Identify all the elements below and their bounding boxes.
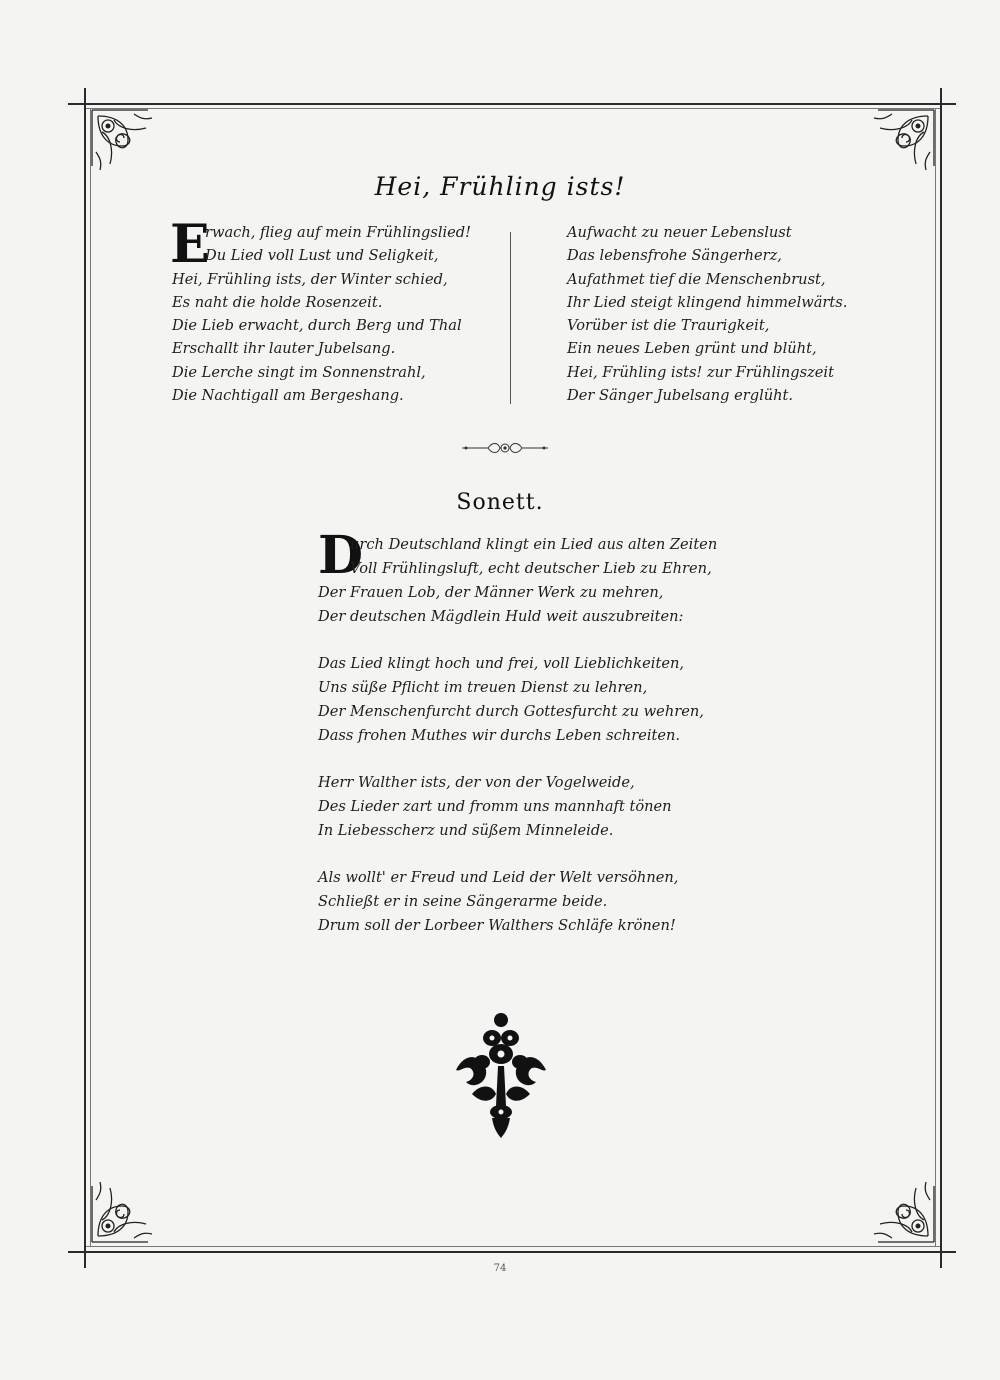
verse-line: Schließt er in seine Sängerarme beide.: [318, 893, 608, 910]
verse-line: Das lebensfrohe Sängerherz,: [567, 247, 782, 265]
frame-top-line: [68, 103, 956, 105]
frame-right-line: [940, 88, 942, 1268]
scroll-divider-icon: [460, 440, 550, 456]
frame-inner-right-line: [935, 108, 936, 1246]
floral-vignette-icon: [452, 1010, 550, 1140]
ornamental-corner-icon: [868, 1176, 938, 1246]
drop-cap-letter: E: [170, 214, 210, 275]
verse-line: Hei, Frühling ists, der Winter schied,: [172, 270, 448, 288]
verse-line: Du Lied voll Lust und Seligkeit,: [205, 247, 439, 265]
verse-line: Es naht die holde Rosenzeit.: [172, 293, 383, 311]
verse-line: Uns süße Pflicht im treuen Dienst zu lehren,: [318, 679, 648, 696]
sonnet-title: Sonett.: [456, 490, 544, 515]
ornamental-corner-icon: [88, 1176, 158, 1246]
frame-inner-top-line: [86, 108, 940, 109]
verse-line: Der deutschen Mägdlein Huld weit auszubreiten:: [318, 608, 684, 625]
verse-line: Hei, Frühling ists! zur Frühlingszeit: [567, 363, 834, 381]
sonnet-body: [318, 533, 717, 938]
stanza-gap: [318, 748, 717, 771]
verse-line: Der Sänger Jubelsang erglüht.: [567, 387, 794, 405]
ornamental-corner-icon: [88, 106, 158, 176]
drop-cap-letter: D: [318, 525, 364, 586]
ornamental-corner-icon: [868, 106, 938, 176]
verse-line: Der Frauen Lob, der Männer Werk zu mehren,: [318, 584, 664, 601]
frame-inner-left-line: [90, 108, 91, 1246]
verse-line: Ein neues Leben grünt und blüht,: [567, 340, 817, 358]
stanza-gap: [318, 629, 717, 652]
verse-line: Aufwacht zu neuer Lebenslust: [567, 224, 792, 241]
verse-line: Die Nachtigall am Bergeshang.: [172, 387, 404, 405]
frame-left-line: [84, 88, 86, 1268]
verse-line: In Liebesscherz und süßem Minneleide.: [318, 822, 614, 839]
verse-line: Der Menschenfurcht durch Gottesfurcht zu wehren,: [318, 703, 704, 720]
verse-line: rwach, flieg auf mein Frühlingslied!: [205, 224, 472, 241]
page-number: 74: [493, 1263, 507, 1274]
verse-line: Aufathmet tief die Menschenbrust,: [567, 270, 826, 288]
verse-line: Voll Frühlingsluft, echt deutscher Lieb zu Ehren,: [350, 560, 712, 577]
verse-line: Dass frohen Muthes wir durchs Leben schreiten.: [318, 727, 681, 744]
frame-inner-bottom-line: [86, 1246, 940, 1247]
verse-line: Erschallt ihr lauter Jubelsang.: [172, 340, 396, 358]
poem-left-column: [170, 214, 472, 407]
column-divider: [510, 232, 511, 404]
frame-bottom-line: [68, 1251, 956, 1253]
verse-line: Als wollt' er Freud und Leid der Welt versöhnen,: [318, 869, 679, 886]
verse-line: Die Lerche singt im Sonnenstrahl,: [172, 363, 426, 381]
poem-right-column: [567, 221, 847, 407]
verse-line: urch Deutschland klingt ein Lied aus alten Zeiten: [350, 536, 718, 553]
verse-line: Ihr Lied steigt klingend himmelwärts.: [567, 293, 848, 311]
verse-line: Herr Walther ists, der von der Vogelweide,: [318, 774, 635, 791]
verse-line: Die Lieb erwacht, durch Berg und Thal: [172, 317, 462, 335]
verse-line: Drum soll der Lorbeer Walthers Schläfe krönen!: [318, 917, 676, 934]
verse-line: Das Lied klingt hoch und frei, voll Lieblichkeiten,: [318, 655, 684, 672]
verse-line: Des Lieder zart und fromm uns mannhaft tönen: [318, 798, 672, 815]
poem-title: Hei, Frühling ists!: [374, 172, 626, 201]
verse-line: Vorüber ist die Traurigkeit,: [567, 317, 770, 335]
stanza-gap: [318, 843, 717, 866]
